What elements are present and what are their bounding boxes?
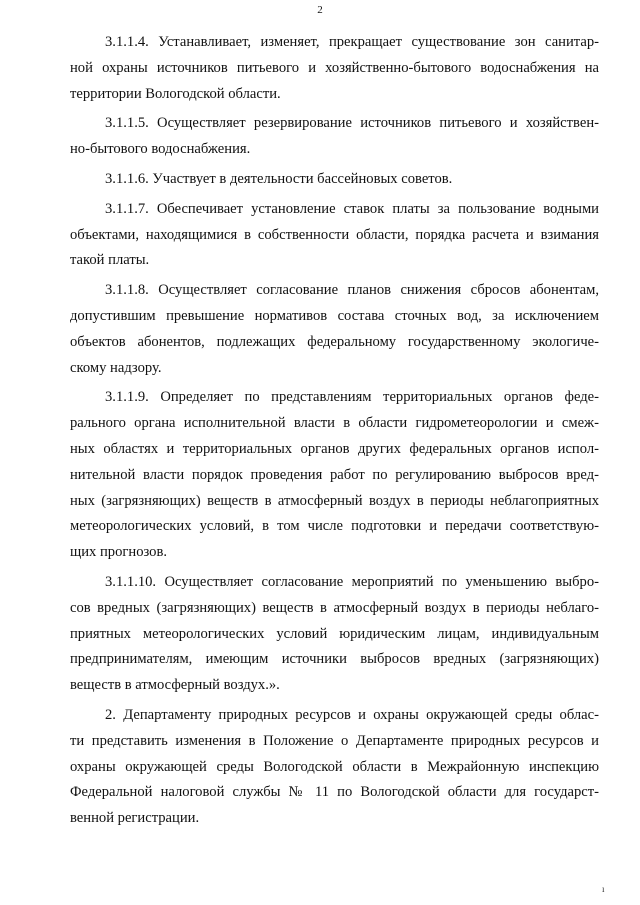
page-number: 2 [317,4,323,16]
text-line: объектов абонентов, подлежащих федеральному государственному экологиче- [70,333,599,350]
text-line: 3.1.1.4. Устанавливает, изменяет, прекращает существование зон санитар- [105,34,599,50]
scan-artifact-mark: ı [602,884,605,894]
text-line: ных (загрязняющих) веществ в атмосферный воздух в периоды неблагоприятных [70,492,599,509]
text-line: сов вредных (загрязняющих) веществ в атмосферный воздух в периоды неблаго- [70,599,599,616]
text-line: такой платы. [70,252,150,269]
text-line: допустившим превышение нормативов состава сточных вод, за исключением [70,307,599,324]
text-line: ной охраны источников питьевого и хозяйственно-бытового водоснабжения на [70,59,599,76]
text-line: 2. Департаменту природных ресурсов и охраны окружающей среды облас- [105,706,599,723]
text-line: 3.1.1.10. Осуществляет согласование мероприятий по уменьшению выбро- [105,573,599,590]
text-line: ных областях и территориальных органов других федеральных органов испол- [70,440,599,457]
text-line: метеорологических условий, в том числе подготовки и передачи соответствую- [70,518,599,535]
paragraph [70,197,599,274]
text-line: приятных метеорологических условий юридическим лицам, индивидуальным [70,625,599,642]
text-line: венной регистрации. [70,810,200,827]
paragraph [70,30,599,107]
text-line: 3.1.1.7. Обеспечивает установление ставок платы за пользование водными [105,200,599,217]
paragraph [70,111,599,163]
paragraph [70,278,599,381]
text-line: 3.1.1.6. Участвует в деятельности бассейновых советов. [105,170,453,187]
text-line: Федеральной налоговой службы № 11 по Вологодской области для государст- [70,784,599,801]
paragraph [70,703,599,832]
paragraph [70,570,599,699]
text-line: щих прогнозов. [70,544,168,561]
text-line: 3.1.1.9. Определяет по представлениям территориальных органов феде- [105,389,599,406]
text-line: нительной власти порядок проведения работ по регулированию выбросов вред- [70,466,599,483]
text-line: скому надзору. [70,359,162,376]
text-line: ти представить изменения в Положение о Департаменте природных ресурсов и [70,732,599,749]
text-line: 3.1.1.8. Осуществляет согласование планов снижения сбросов абонентам, [105,282,599,299]
text-line: рального органа исполнительной власти в области гидрометеорологии и смеж- [70,415,599,432]
document-body [70,30,599,836]
text-line: территории Вологодской области. [70,85,281,102]
text-line: объектами, находящимися в собственности области, порядка расчета и взимания [70,226,599,243]
text-line: но-бытового водоснабжения. [70,141,251,158]
text-line: веществ в атмосферный воздух.». [70,677,280,694]
text-line: 3.1.1.5. Осуществляет резервирование источников питьевого и хозяйствен- [105,115,599,132]
text-line: предпринимателям, имеющим источники выбросов вредных (загрязняющих) [70,651,599,668]
paragraph [70,167,599,193]
text-line: охраны окружающей среды Вологодской области в Межрайонную инспекцию [70,758,599,775]
paragraph [70,385,599,566]
